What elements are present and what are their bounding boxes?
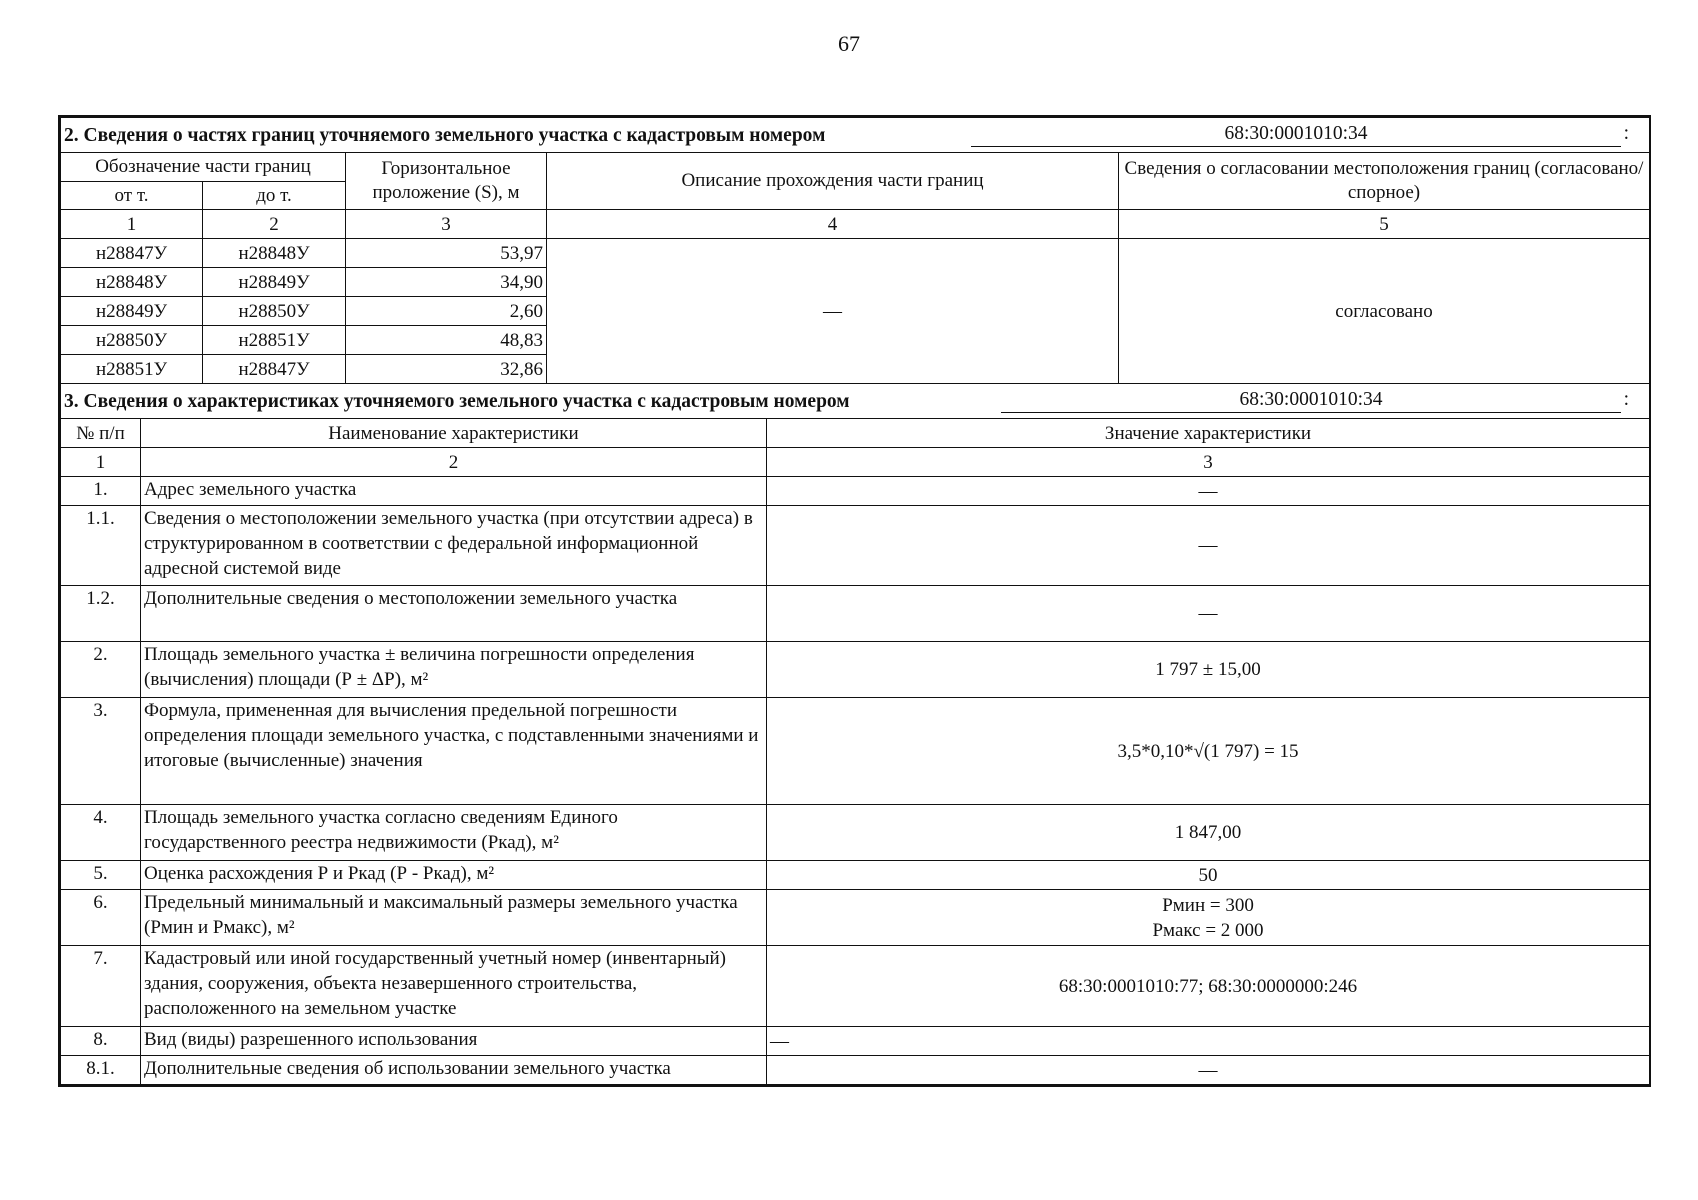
characteristic-name: Сведения о местоположении земельного участка (при отсутствии адреса) в структурированном в соответствии с федеральной информационной адресной системой виде	[141, 506, 767, 586]
row-number: 1.2.	[61, 586, 141, 642]
from-point-cell: н28849У	[61, 297, 203, 326]
row-number: 1.	[61, 477, 141, 506]
characteristic-value: —	[767, 477, 1650, 506]
table-row	[61, 239, 1650, 268]
page-number: 67	[838, 31, 860, 56]
row-number: 3.	[61, 698, 141, 805]
header-from-point: от т.	[61, 182, 203, 210]
col-number: 1	[61, 210, 203, 239]
from-point-cell: н28850У	[61, 326, 203, 355]
to-point-cell: н28847У	[203, 355, 346, 384]
distance-cell: 34,90	[346, 268, 547, 297]
row-number: 4.	[61, 805, 141, 861]
table-row	[61, 861, 1650, 890]
characteristic-value: —	[767, 1027, 1650, 1056]
distance-cell: 2,60	[346, 297, 547, 326]
to-point-cell: н28850У	[203, 297, 346, 326]
to-point-cell: н28849У	[203, 268, 346, 297]
from-point-cell: н28851У	[61, 355, 203, 384]
section3-table	[60, 383, 1650, 1085]
from-point-cell: н28847У	[61, 239, 203, 268]
table-row	[61, 1056, 1650, 1085]
distance-cell: 48,83	[346, 326, 547, 355]
section3-cadastral-number: 68:30:0001010:34	[1001, 387, 1621, 413]
characteristic-name: Дополнительные сведения о местоположении земельного участка	[141, 586, 767, 642]
characteristic-name: Адрес земельного участка	[141, 477, 767, 506]
characteristic-name: Формула, примененная для вычисления предельной погрешности определения площади земельного участка, с подставленными значениями и итоговые (вычисленные) значения	[141, 698, 767, 805]
row-number: 1.1.	[61, 506, 141, 586]
document-form	[58, 115, 1651, 1087]
header-description: Описание прохождения части границ	[547, 153, 1119, 210]
table-row	[61, 642, 1650, 698]
characteristic-value: 50	[767, 861, 1650, 890]
col-number: 3	[346, 210, 547, 239]
characteristic-value: —	[767, 506, 1650, 586]
section2-cadastral-number: 68:30:0001010:34	[971, 121, 1621, 147]
table-row	[61, 890, 1650, 946]
table-row	[61, 1027, 1650, 1056]
col-number: 2	[203, 210, 346, 239]
header-num: № п/п	[61, 419, 141, 448]
agreement-cell: согласовано	[1119, 239, 1650, 384]
characteristic-value: 68:30:0001010:77; 68:30:0000000:246	[767, 946, 1650, 1027]
to-point-cell: н28848У	[203, 239, 346, 268]
characteristic-name: Вид (виды) разрешенного использования	[141, 1027, 767, 1056]
section2-colon: :	[1623, 123, 1629, 144]
section3-colon: :	[1623, 389, 1630, 410]
row-number: 8.	[61, 1027, 141, 1056]
col-number: 5	[1119, 210, 1650, 239]
row-number: 2.	[61, 642, 141, 698]
col-number: 2	[141, 448, 767, 477]
header-part-designation: Обозначение части границ	[61, 153, 346, 182]
col-number: 1	[61, 448, 141, 477]
header-to-point: до т.	[203, 182, 346, 210]
distance-cell: 53,97	[346, 239, 547, 268]
header-value: Значение характеристики	[767, 419, 1650, 448]
row-number: 5.	[61, 861, 141, 890]
table-row	[61, 586, 1650, 642]
table-row	[61, 805, 1650, 861]
table-row	[61, 506, 1650, 586]
max-size-value: Рмакс = 2 000	[1152, 919, 1264, 941]
from-point-cell: н28848У	[61, 268, 203, 297]
characteristic-value: 3,5*0,10*√(1 797) = 15	[767, 698, 1650, 805]
section2-table	[60, 117, 1650, 384]
distance-cell: 32,86	[346, 355, 547, 384]
characteristic-name: Дополнительные сведения об использовании земельного участка	[141, 1056, 767, 1085]
to-point-cell: н28851У	[203, 326, 346, 355]
section2-title-row	[61, 118, 1650, 153]
characteristic-name: Площадь земельного участка ± величина погрешности определения (вычисления) площади (Р ± ΔР), м²	[141, 642, 767, 698]
header-horizontal: Горизонтальное проложение (S), м	[346, 153, 547, 210]
characteristic-name: Оценка расхождения Р и Ркад (Р - Ркад), м²	[141, 861, 767, 890]
characteristic-name: Площадь земельного участка согласно сведениям Единого государственного реестра недвижимости (Ркад), м²	[141, 805, 767, 861]
section3-title: 3. Сведения о характеристиках уточняемого земельного участка с кадастровым номером	[64, 390, 850, 412]
characteristic-value-cell	[767, 890, 1650, 946]
row-number: 6.	[61, 890, 141, 946]
header-name: Наименование характеристики	[141, 419, 767, 448]
characteristic-name: Предельный минимальный и максимальный размеры земельного участка (Рмин и Рмакс), м²	[141, 890, 767, 946]
table-row	[61, 477, 1650, 506]
table-row	[61, 698, 1650, 805]
characteristic-name: Кадастровый или иной государственный учетный номер (инвентарный) здания, сооружения, объекта незавершенного строительства, расположенного на земельном участке	[141, 946, 767, 1027]
section3-title-row	[61, 384, 1650, 419]
characteristic-value: 1 847,00	[767, 805, 1650, 861]
header-agreement: Сведения о согласовании местоположения границ (согласовано/спорное)	[1119, 153, 1650, 210]
characteristic-value: 1 797 ± 15,00	[767, 642, 1650, 698]
characteristic-value: —	[767, 1056, 1650, 1085]
min-size-value: Рмин = 300	[1162, 894, 1254, 916]
table-row	[61, 946, 1650, 1027]
characteristic-value: —	[767, 586, 1650, 642]
row-number: 7.	[61, 946, 141, 1027]
col-number: 3	[767, 448, 1650, 477]
col-number: 4	[547, 210, 1119, 239]
description-cell: —	[547, 239, 1119, 384]
row-number: 8.1.	[61, 1056, 141, 1085]
section2-title: 2. Сведения о частях границ уточняемого земельного участка с кадастровым номером	[64, 124, 826, 146]
